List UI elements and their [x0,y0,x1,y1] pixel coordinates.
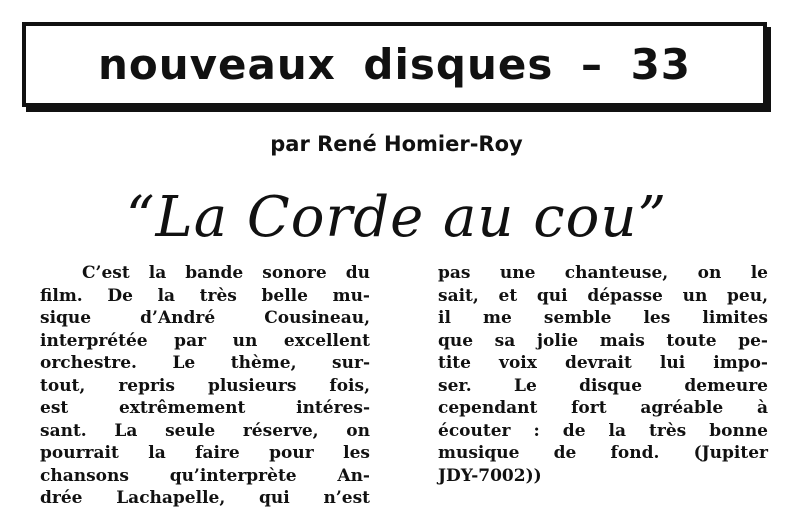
text-line: chansons qu’interprète An- [40,465,370,486]
text-line: tout, repris plusieurs fois, [40,375,370,396]
article-title: “La Corde au cou” [125,185,668,250]
text-line: musique de fond. (Jupiter [438,443,768,463]
article-column-left [40,262,370,510]
text-line: il me semble les limites [438,308,768,328]
text-line: pourrait la faire pour les [40,443,370,463]
text-line: pas une chanteuse, on le [438,263,768,283]
text-line: sait, et qui dépasse un peu, [438,285,768,306]
text-line: C’est la bande sonore du [82,263,370,283]
text-line: drée Lachapelle, qui n’est [40,488,370,508]
author-byline: par René Homier-Roy [270,132,523,156]
text-line: tite voix devrait lui impo- [438,353,768,373]
text-line: JDY-7002)) [438,465,542,486]
text-line: ser. Le disque demeure [438,375,768,396]
text-line: film. De la très belle mu- [40,285,370,306]
section-header-box [22,22,767,107]
text-line: sant. La seule réserve, on [40,420,370,441]
section-header-title: nouveaux disques – 33 [97,40,692,89]
text-line: orchestre. Le thème, sur- [40,353,370,373]
article-column-right [438,262,768,487]
text-line: est extrêmement intéres- [40,398,370,418]
text-line: cependant fort agréable à [438,398,768,418]
text-line: interprétée par un excellent [40,330,370,351]
text-line: sique d’André Cousineau, [40,308,370,328]
text-line: que sa jolie mais toute pe- [438,330,768,351]
text-line: écouter : de la très bonne [438,420,768,441]
